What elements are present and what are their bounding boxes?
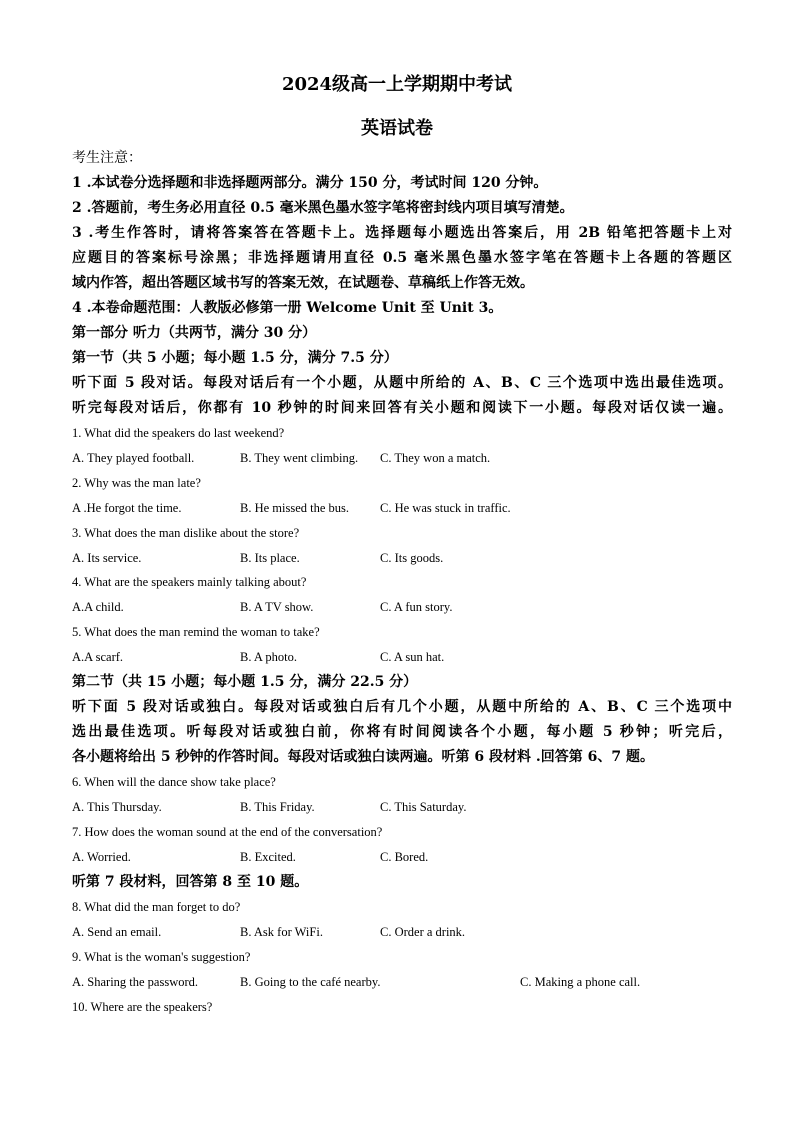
q4-option-b: B. A TV show. [240, 600, 314, 614]
q2-option-b: B. He missed the bus. [240, 501, 350, 515]
q1-option-a: A. They played football. [72, 451, 195, 465]
q9-option-c: C. Making a phone call. [520, 975, 641, 989]
notice-item-2: 2 .答题前，考生务必用直径 0.5 毫米黑色墨水签字笔将密封线内项目填写清楚。 [72, 200, 574, 216]
q9-option-b: B. Going to the café nearby. [240, 975, 381, 989]
question-10: 10. Where are the speakers? [72, 1000, 213, 1014]
question-4: 4. What are the speakers mainly talking about? [72, 575, 307, 589]
q1-option-c: C. They won a match. [380, 451, 491, 465]
q7-option-c: C. Bored. [380, 850, 429, 864]
question-8: 8. What did the man forget to do? [72, 900, 241, 914]
q7-option-b: B. Excited. [240, 850, 296, 864]
q2-option-a: A .He forgot the time. [72, 501, 182, 515]
section1-heading: 第一节（共 5 小题；每小题 1.5 分，满分 7.5 分） [72, 350, 398, 366]
q9-option-a: A. Sharing the password. [72, 975, 199, 989]
q6-option-b: B. This Friday. [240, 800, 315, 814]
q5-option-c: C. A sun hat. [380, 650, 445, 664]
q4-option-a: A.A child. [72, 600, 124, 614]
q7-option-a: A. Worried. [72, 850, 131, 864]
question-6: 6. When will the dance show take place? [72, 775, 276, 789]
notice-item-4: 4 .本卷命题范围：人教版必修第一册 Welcome Unit 至 Unit 3。 [72, 300, 503, 316]
notice-item-3-end: 域内作答，超出答题区域书写的答案无效，在试题卷、草稿纸上作答无效。 [72, 275, 534, 291]
part1-heading: 第一部分 听力（共两节，满分 30 分） [72, 325, 317, 341]
section2-instructions-1: 听下面 5 段对话或独白。每段对话或独白后有几个小题，从题中所给的 A、B、C 三个选项中 [72, 699, 732, 715]
notice-item-1: 1 .本试卷分选择题和非选择题两部分。满分 150 分，考试时间 120 分钟。 [72, 175, 548, 191]
question-5: 5. What does the man remind the woman to take? [72, 625, 320, 639]
q8-option-a: A. Send an email. [72, 925, 162, 939]
q4-option-c: C. A fun story. [380, 600, 453, 614]
notice-heading: 考生注意： [72, 150, 142, 166]
q3-option-b: B. Its place. [240, 551, 300, 565]
notice-item-3: 3 .考生作答时，请将答案答在答题卡上。选择题每小题选出答案后，用 2B 铅笔把答题卡上对 [72, 225, 732, 241]
q2-option-c: C. He was stuck in traffic. [380, 501, 511, 515]
q6-option-a: A. This Thursday. [72, 800, 162, 814]
q1-option-b: B. They went climbing. [240, 451, 359, 465]
question-7: 7. How does the woman sound at the end of the conversation? [72, 825, 383, 839]
section2-instructions-2: 选出最佳选项。听每段对话或独白前，你将有时间阅读各个小题，每小题 5 秒钟；听完后， [72, 724, 732, 740]
exam-subject: 英语试卷 [361, 118, 433, 139]
q3-option-c: C. Its goods. [380, 551, 444, 565]
material-7-heading: 听第 7 段材料，回答第 8 至 10 题。 [72, 874, 309, 890]
exam-title: 2024级高一上学期期中考试 [281, 74, 513, 95]
section1-instructions-2: 听完每段对话后，你都有 10 秒钟的时间来回答有关小题和阅读下一小题。每段对话仅读一遍。 [72, 400, 732, 416]
section2-heading: 第二节（共 15 小题；每小题 1.5 分，满分 22.5 分） [72, 674, 418, 690]
q8-option-c: C. Order a drink. [380, 925, 466, 939]
q5-option-b: B. A photo. [240, 650, 297, 664]
section1-instructions-1: 听下面 5 段对话。每段对话后有一个小题，从题中所给的 A、B、C 三个选项中选出最佳选项。 [72, 375, 732, 391]
q6-option-c: C. This Saturday. [380, 800, 467, 814]
question-2: 2. Why was the man late? [72, 476, 201, 490]
section2-instructions-3: 各小题将给出 5 秒钟的作答时间。每段对话或独白读两遍。听第 6 段材料 .回答第 6、7 题。 [72, 749, 654, 765]
notice-item-3-cont: 应题目的答案标号涂黑；非选择题请用直径 0.5 毫米黑色墨水签字笔在答题卡上各题的答题区 [72, 250, 732, 266]
q3-option-a: A. Its service. [72, 551, 142, 565]
question-1: 1. What did the speakers do last weekend? [72, 426, 285, 440]
question-3: 3. What does the man dislike about the store? [72, 526, 300, 540]
q5-option-a: A.A scarf. [72, 650, 124, 664]
question-9: 9. What is the woman's suggestion? [72, 950, 251, 964]
q8-option-b: B. Ask for WiFi. [240, 925, 323, 939]
